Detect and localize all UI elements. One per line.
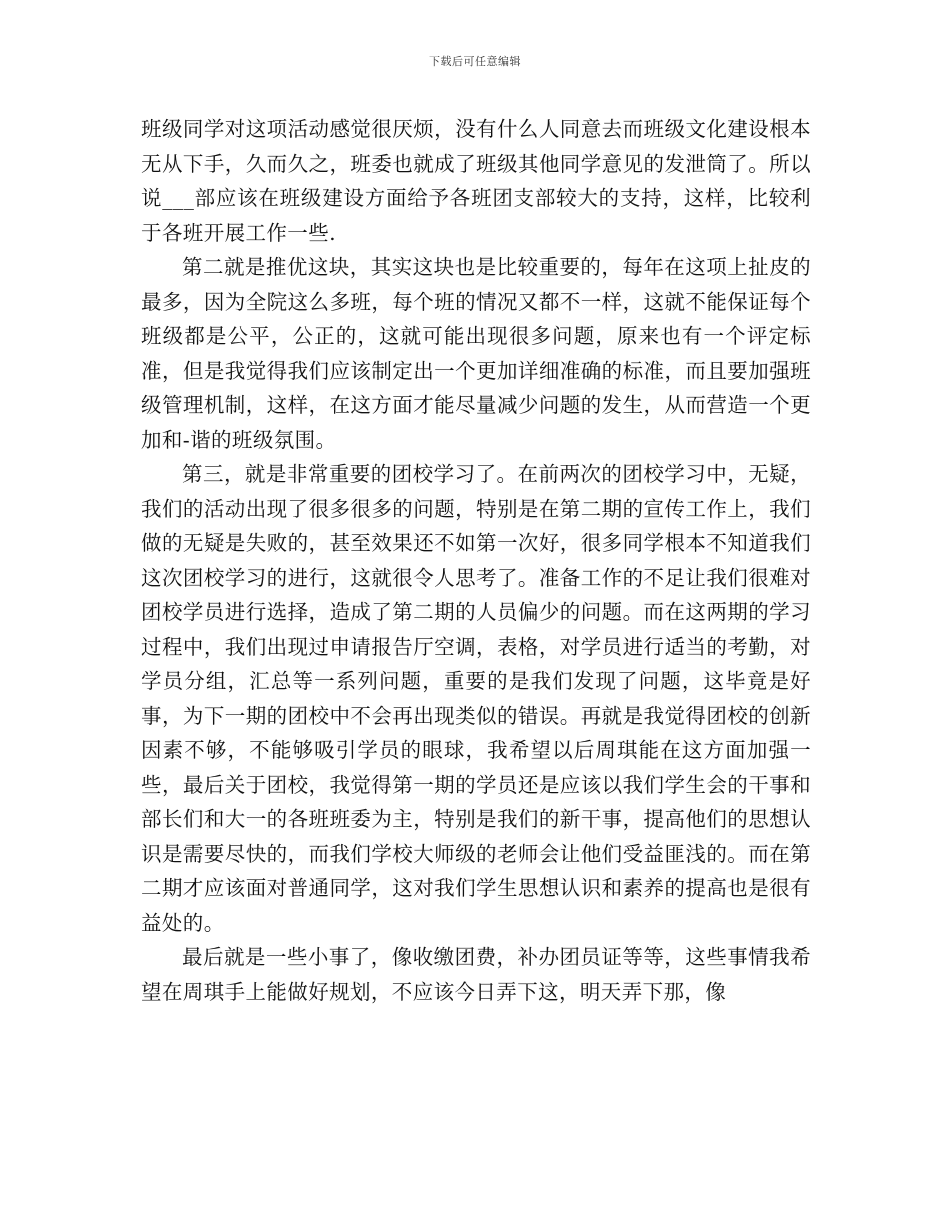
page-header: 下载后可任意编辑 — [429, 55, 521, 68]
paragraph-3: 第三，就是非常重要的团校学习了。在前两次的团校学习中，无疑，我们的活动出现了很多很多的问题，特别是在第二期的宣传工作上，我们做的无疑是失败的，甚至效果还不如第一次好，很多同学根本不知道我们这次团校学习的进行，这就很令人思考了。准备工作的不足让我们很难对团校学员进行选择，造成了第二期的人员偏少的问题。而在这两期的学习过程中，我们出现过申请报告厅空调，表格，对学员进行适当的考勤，对学员分组，汇总等一系列问题，重要的是我们发现了问题，这毕竟是好事，为下一期的团校中不会再出现类似的错误。再就是我觉得团校的创新因素不够，不能够吸引学员的眼球，我希望以后周琪能在这方面加强一些，最后关于团校，我觉得第一期的学员还是应该以我们学生会的干事和部长们和大一的各班班委为主，特别是我们的新干事，提高他们的思想认识是需要尽快的，而我们学校大师级的老师会让他们受益匪浅的。而在第二期才应该面对普通同学，这对我们学生思想认识和素养的提高也是很有益处的。 — [141, 462, 811, 935]
document-body — [141, 112, 811, 1009]
paragraph-4: 最后就是一些小事了，像收缴团费，补办团员证等等，这些事情我希望在周琪手上能做好规划，不应该今日弄下这，明天弄下那，像 — [141, 945, 811, 1004]
paragraph-2: 第二就是推优这块，其实这块也是比较重要的，每年在这项上扯皮的最多，因为全院这么多班，每个班的情况又都不一样，这就不能保证每个班级都是公平，公正的，这就可能出现很多问题，原来也有一个评定标准，但是我觉得我们应该制定出一个更加详细准确的标准，而且要加强班级管理机制，这样，在这方面才能尽量减少问题的发生，从而营造一个更加和-谐的班级氛围。 — [141, 255, 811, 452]
paragraph-1: 班级同学对这项活动感觉很厌烦，没有什么人同意去而班级文化建设根本无从下手，久而久之，班委也就成了班级其他同学意见的发泄筒了。所以说___部应该在班级建设方面给予各班团支部较大的支持，这样，比较利于各班开展工作一些. — [141, 117, 811, 245]
